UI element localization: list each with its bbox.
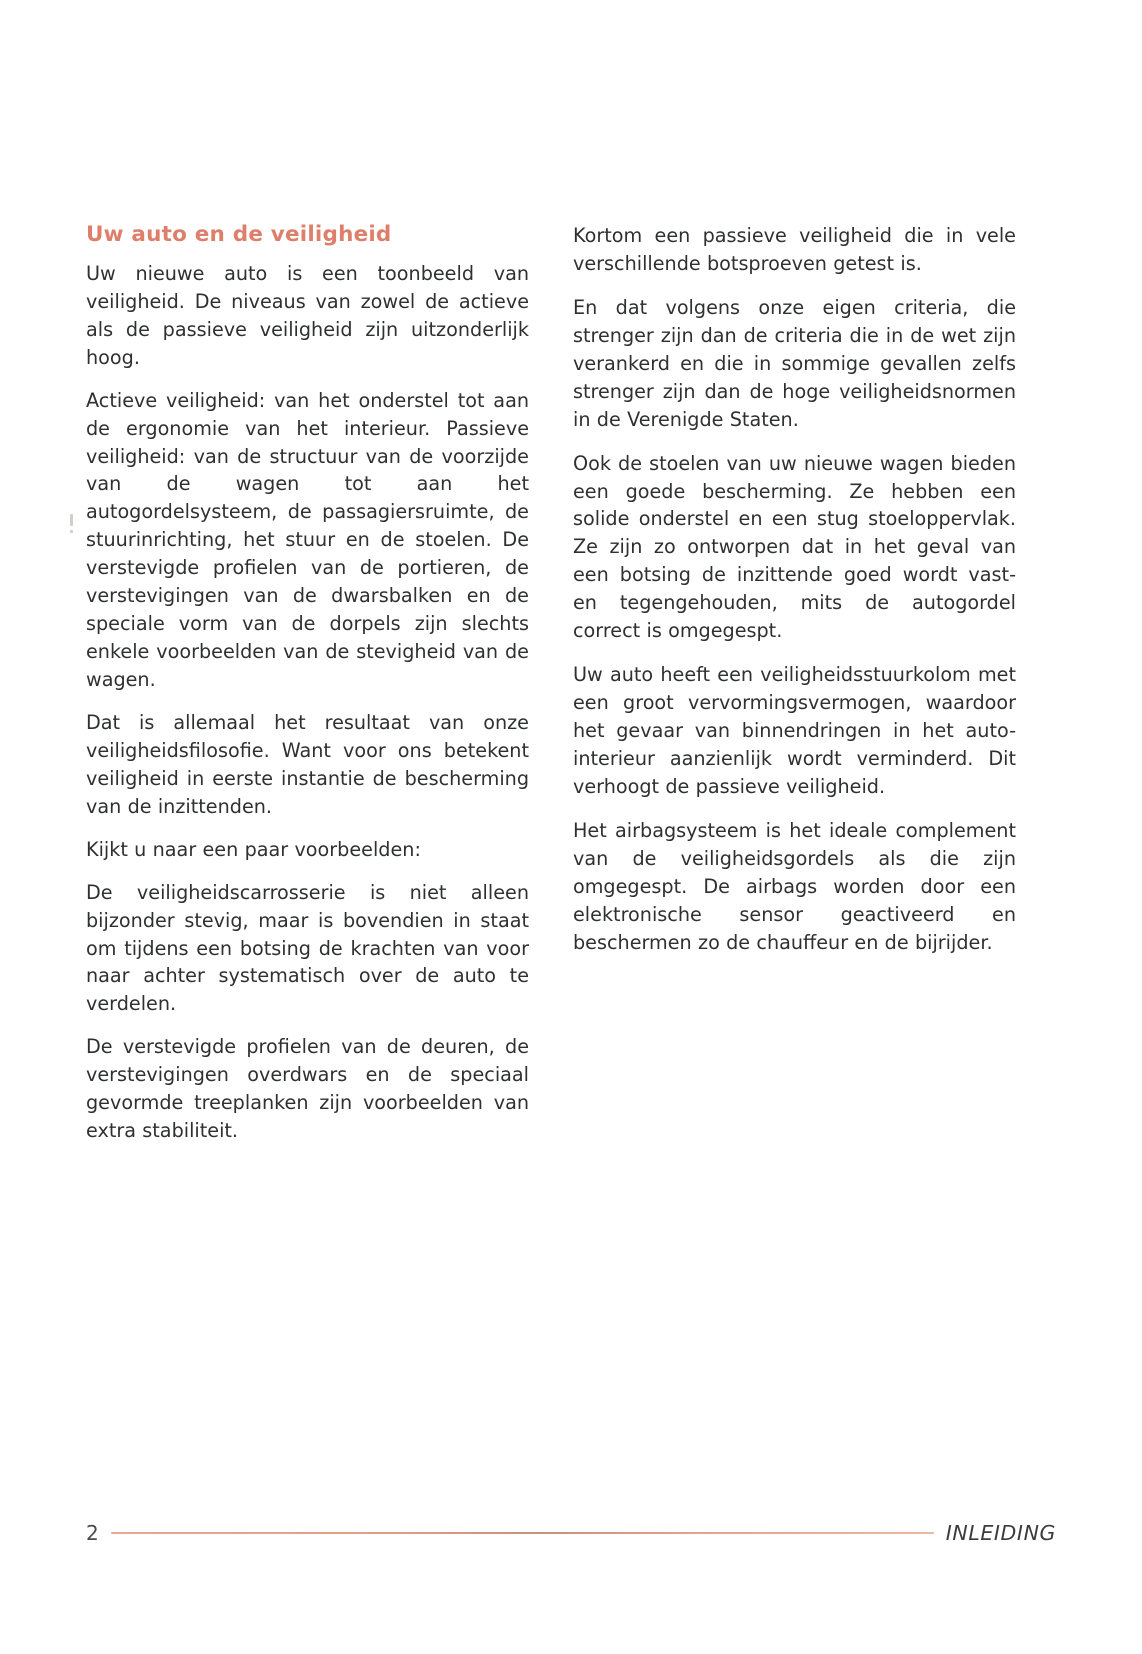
paragraph: Kijkt u naar een paar voorbeelden: bbox=[86, 837, 421, 861]
left-text-column bbox=[86, 222, 529, 1145]
paragraph: Kortom een passieve veiligheid die in vele verschillende botsproeven getest is. bbox=[573, 224, 1016, 275]
section-heading: Uw auto en de veiligheid bbox=[86, 222, 392, 247]
scan-artifact-dot bbox=[70, 530, 73, 533]
paragraph: De verstevigde profielen van de deuren, de verstevigingen overdwars en de speciaal gevormde treeplanken zijn voorbeelden van extra stabiliteit. bbox=[86, 1035, 529, 1143]
page-footer bbox=[86, 1516, 1056, 1550]
scan-artifact-speck bbox=[70, 514, 73, 526]
paragraph: En dat volgens onze eigen criteria, die strenger zijn dan de criteria die in de wet zijn verankerd en die in sommige gevallen zelfs strenger zijn dan de hoge veiligheidsnormen in de Verenigde Staten. bbox=[573, 295, 1016, 431]
paragraph: Uw auto heeft een veiligheidsstuurkolom met een groot vervormingsvermogen, waardoor het gevaar van binnendringen in het auto-interieur aanzienlijk wordt verminderd. Dit verhoogt de passieve veiligheid. bbox=[573, 663, 1016, 798]
paragraph: Actieve veiligheid: van het onderstel tot aan de ergonomie van het interieur. Passieve veiligheid: van de structuur van de voorzijde van de wagen tot aan het autogordelsysteem, de passagiersruimte, de stuurinrichting, het stuur en de stoelen. De verstevigde profielen van de portieren, de verstevigingen van de dwarsbalken en de speciale vorm van de dorpels zijn slechts enkele voorbeelden van de stevigheid van de wagen. bbox=[86, 388, 529, 691]
right-text-column bbox=[573, 222, 1016, 1145]
paragraph: Uw nieuwe auto is een toonbeeld van veiligheid. De niveaus van zowel de actieve als de passieve veiligheid zijn uitzonderlijk hoog. bbox=[86, 261, 529, 369]
paragraph: Dat is allemaal het resultaat van onze veiligheidsfilosofie. Want voor ons betekent veiligheid in eerste instantie de bescherming van de inzittenden. bbox=[86, 710, 529, 818]
paragraph: Het airbagsysteem is het ideale complement van de veiligheidsgordels als die zijn omgegespt. De airbags worden door een elektronische sensor geactiveerd en beschermen zo de chauffeur en de bijrijder. bbox=[573, 818, 1016, 954]
paragraph: De veiligheidscarrosserie is niet alleen bijzonder stevig, maar is bovendien in staat om tijdens een botsing de krachten van voor naar achter systematisch over de auto te verdelen. bbox=[86, 880, 529, 1016]
page-number: 2 bbox=[86, 1521, 99, 1545]
paragraph: Ook de stoelen van uw nieuwe wagen bieden een goede bescherming. Ze hebben een solide onderstel en een stug stoeloppervlak. Ze zijn zo ontworpen dat in het geval van een botsing de inzittende goed wordt vast- en tegengehouden, mits de autogordel correct is omgegespt. bbox=[573, 451, 1016, 643]
footer-divider-rule bbox=[111, 1532, 934, 1534]
page-content bbox=[86, 222, 1016, 1145]
footer-chapter-label: INLEIDING bbox=[945, 1520, 1056, 1545]
